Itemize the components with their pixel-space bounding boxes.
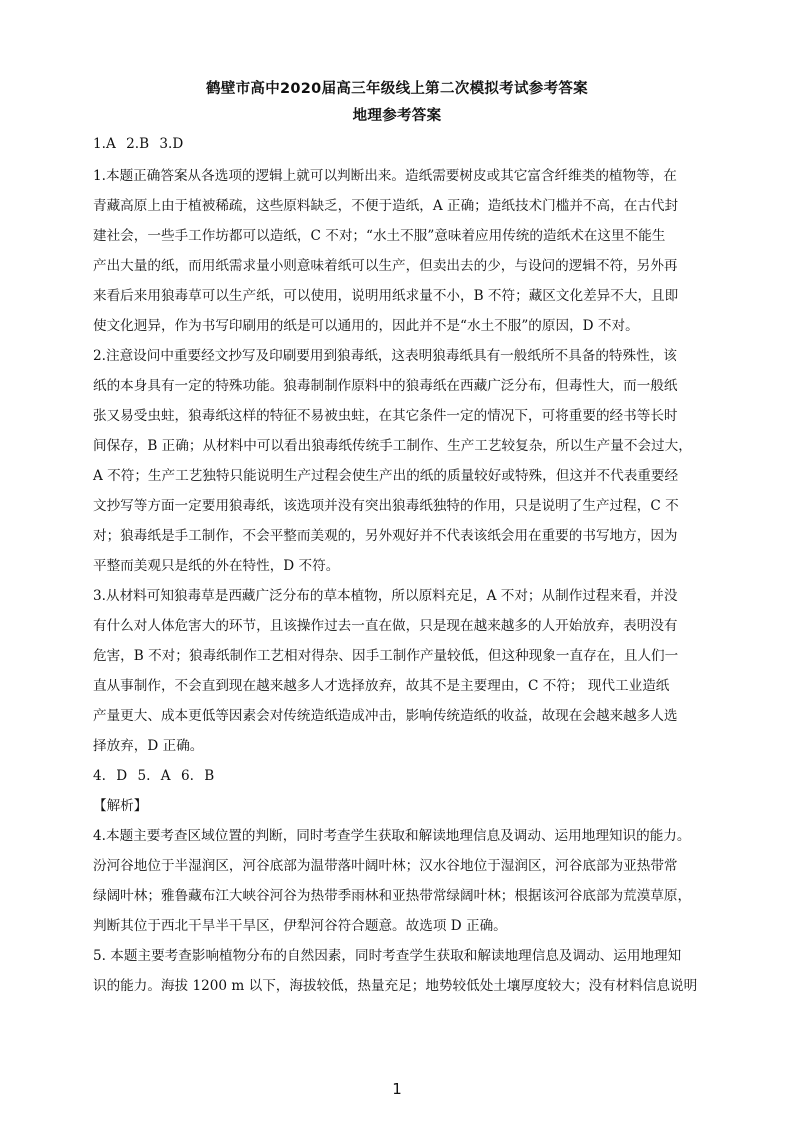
text-line: 产出大量的纸，而用纸需求量小则意味着纸可以生产，但卖出去的少，与设问的逻辑不符，另外再 [93,258,678,274]
text-line: A 不符；生产工艺独特只能说明生产过程会使生产出的纸的质量较好或特殊，但这并不代表重要经 [93,468,679,484]
text-line: 2.注意设问中重要经文抄写及印刷要用到狼毒纸，这表明狼毒纸具有一般纸所不具备的特殊性，该 [93,348,677,364]
text-line: 3.从材料可知狼毒草是西藏广泛分布的草本植物，所以原料充足，A 不对；从制作过程来看，并没 [93,588,678,604]
text-line: 间保存，B 正确；从材料中可以看出狼毒纸传统手工制作、生产工艺较复杂，所以生产量不会过大， [93,438,692,454]
page-number: 1 [392,1080,402,1098]
document-title: 鹤壁市高中2020届高三年级线上第二次模拟考试参考答案 [206,81,588,97]
text-line: 纸的本身具有一定的特殊功能。狼毒制制作原料中的狼毒纸在西藏广泛分布，但毒性大，而一般纸 [93,378,678,394]
text-line: 危害，B 不对；狼毒纸制作工艺相对得杂、因手工制作产量较低，但这种现象一直存在，且人们一 [93,648,679,664]
text-line: 汾河谷地位于半湿润区，河谷底部为温带落叶阔叶林；汉水谷地位于湿润区，河谷底部为亚热带常 [93,858,678,874]
text-line: 对；狼毒纸是手工制作，不会平整而美观的，另外观好并不代表该纸会用在重要的书写地方，因为 [93,528,678,544]
answer-line: 4. D 5. A 6. B [93,768,215,784]
text-line: 建社会，一些手工作坊都可以造纸，C 不对；“水土不服”意味着应用传统的造纸术在这里不能生 [93,228,666,244]
section-heading: 【解析】 [93,798,148,814]
text-line: 张又易受虫蛀，狼毒纸这样的特征不易被虫蛀，在其它条件一定的情况下，可将重要的经书等长时 [93,408,678,424]
text-line: 5. 本题主要考查影响植物分布的自然因素，同时考查学生获取和解读地理信息及调动、运用地理知 [93,948,682,964]
text-line: 使文化迥异，作为书写印刷用的纸是可以通用的，因此并不是“水土不服”的原因，D 不对。 [93,318,639,334]
text-line: 1.本题正确答案从各选项的逻辑上就可以判断出来。造纸需要树皮或其它富含纤维类的植物等，在 [93,168,677,184]
text-line: 青藏高原上由于植被稀疏，这些原料缺乏，不便于造纸，A 正确；造纸技术门槛并不高，在古代封 [93,198,679,214]
text-line: 来看后来用狼毒草可以生产纸，可以使用，说明用纸求量不小，B 不符；藏区文化差异不大，且即 [93,288,679,304]
text-line: 择放弃，D 正确。 [93,738,204,754]
document-subtitle: 地理参考答案 [352,108,442,124]
answer-line: 1.A 2.B 3.D [93,136,184,152]
text-line: 识的能力。海拔 1200 m 以下，海拔较低，热量充足；地势较低处土壤厚度较大；没有材料信息说明 [93,978,698,994]
text-line: 绿阔叶林；雅鲁藏布江大峡谷河谷为热带季雨林和亚热带常绿阔叶林；根据该河谷底部为荒漠草原， [93,888,692,904]
text-line: 有什么对人体危害大的环节，且该操作过去一直在做，只是现在越来越多的人开始放弃，表明没有 [93,618,678,634]
text-line: 判断其位于西北干旱半干旱区，伊犁河谷符合题意。故选项 D 正确。 [93,918,507,934]
text-line: 直从事制作，不会直到现在越来越多人才选择放弃，故其不是主要理由，C 不符； 现代工业造纸 [93,678,670,694]
text-line: 产量更大、成本更低等因素会对传统造纸造成冲击，影响传统造纸的收益，故现在会越来越多人选 [93,708,678,724]
text-line: 文抄写等方面一定要用狼毒纸，该选项并没有突出狼毒纸独特的作用，只是说明了生产过程，C 不 [93,498,679,514]
text-line: 4.本题主要考查区域位置的判断，同时考查学生获取和解读地理信息及调动、运用地理知识的能力。 [93,828,691,844]
text-line: 平整而美观只是纸的外在特性，D 不符。 [93,558,340,574]
